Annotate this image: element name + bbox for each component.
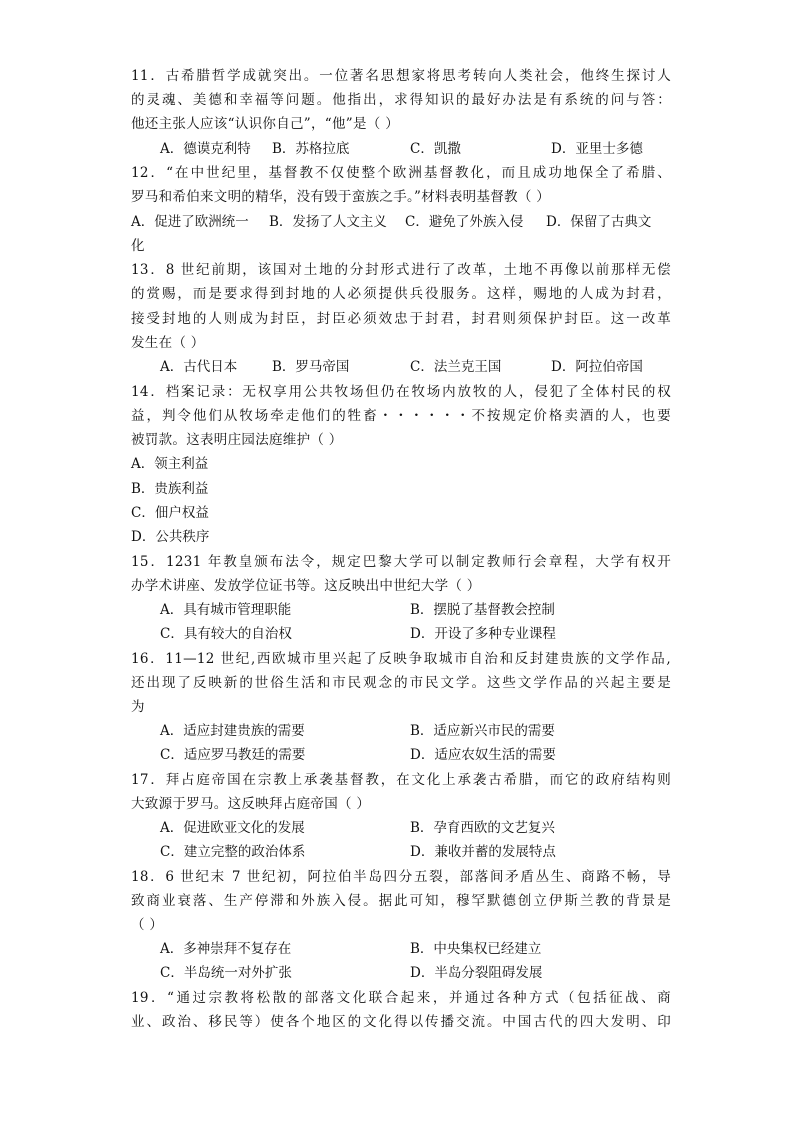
question-text-line: 发生在（ ） <box>131 335 205 351</box>
question-text-line: 大致源于罗马。这反映拜占庭帝国（ ） <box>131 796 371 812</box>
question-text-line: 18．6 世纪末 7 世纪初，阿拉伯半岛四分五裂，部落间矛盾丛生、商路不畅，导 <box>131 869 671 885</box>
option-b: B．发扬了人文主义 <box>269 214 387 230</box>
option-a: A．适应封建贵族的需要 <box>160 723 305 739</box>
option-d: D．公共秩序 <box>131 529 210 545</box>
option-d: D．保留了古典文 <box>546 214 652 230</box>
question-text-line: 17．拜占庭帝国在宗教上承袭基督教，在文化上承袭古希腊，而它的政府结构则 <box>131 772 671 788</box>
question-text-line: 被罚款。这表明庄园法庭维护（ ） <box>131 432 343 448</box>
question-text-line: 16．11—12 世纪,西欧城市里兴起了反映争取城市自治和反封建贵族的文学作品, <box>131 651 671 667</box>
option-c: C．建立完整的政治体系 <box>160 844 306 860</box>
option-c: C．具有较大的自治权 <box>160 626 292 642</box>
option-a: A．促进了欧洲统一 <box>131 214 249 230</box>
question-text-line: 罗马和希伯来文明的精华，没有毁于蛮族之手。”材料表明基督教（ ） <box>131 189 551 205</box>
option-a: A．具有城市管理职能 <box>160 602 292 618</box>
option-a: A．古代日本 <box>160 359 238 375</box>
option-d: D．兼收并蓄的发展特点 <box>410 844 556 860</box>
question-text-line: 12．“在中世纪里，基督教不仅使整个欧洲基督教化，而且成功地保全了希腊、 <box>131 165 671 181</box>
question-text-line: （ ） <box>131 917 164 933</box>
option-c: C．法兰克王国 <box>410 359 502 375</box>
option-c: C．佃户权益 <box>131 505 209 521</box>
option-c: C．半岛统一对外扩张 <box>160 965 292 981</box>
option-b: B．罗马帝国 <box>272 359 350 375</box>
option-d-continuation: 化 <box>131 238 145 254</box>
question-text-line: 接受封地的人则成为封臣，封臣必须效忠于封君，封君则须保护封臣。这一改革 <box>131 311 671 327</box>
question-text-line: 11．古希腊哲学成就突出。一位著名思想家将思考转向人类社会，他终生探讨人 <box>131 68 671 84</box>
question-text-line: 还出现了反映新的世俗生活和市民观念的市民文学。这些文学作品的兴起主要是 <box>131 675 671 691</box>
question-text-line: 益，判令他们从牧场牵走他们的牲畜・・・・・・不按规定价格卖酒的人，也要 <box>131 408 671 424</box>
question-text-line: 办学术讲座、发放学位证书等。这反映出中世纪大学（ ） <box>131 578 481 594</box>
option-b: B．摆脱了基督教会控制 <box>410 602 555 618</box>
question-text-line: 的灵魂、美德和幸福等问题。他指出，求得知识的最好办法是有系统的问与答： <box>131 92 671 108</box>
option-d: D．半岛分裂阻碍发展 <box>410 965 543 981</box>
option-b: B．孕育西欧的文艺复兴 <box>410 820 555 836</box>
option-a: A．促进欧亚文化的发展 <box>160 820 305 836</box>
option-c: C．适应罗马教廷的需要 <box>160 747 306 763</box>
question-text-line: 14．档案记录：无权享用公共牧场但仍在牧场内放牧的人，侵犯了全体村民的权 <box>131 384 671 400</box>
option-d: D．亚里士多德 <box>551 141 643 157</box>
question-text-line: 为 <box>131 699 145 715</box>
option-b: B．中央集权已经建立 <box>410 941 542 957</box>
option-c: C．避免了外族入侵 <box>405 214 524 230</box>
question-text-line: 19．“通过宗教将松散的部落文化联合起来，并通过各种方式（包括征战、商 <box>131 990 671 1006</box>
question-text-line: 15．1231 年教皇颁布法令，规定巴黎大学可以制定教师行会章程，大学有权开 <box>131 554 671 570</box>
option-b: B．适应新兴市民的需要 <box>410 723 555 739</box>
question-text-line: 他还主张人应该“认识你自己”，“他”是（ ） <box>131 116 399 132</box>
option-b: B．苏格拉底 <box>272 141 350 157</box>
option-d: D．阿拉伯帝国 <box>551 359 643 375</box>
option-d: D．适应农奴生活的需要 <box>410 747 556 763</box>
question-text-line: 的赏赐，而是要求得到封地的人必须提供兵役服务。这样，赐地的人成为封君， <box>131 286 671 302</box>
option-a: A．德谟克利特 <box>160 141 251 157</box>
question-text-line: 致商业衰落、生产停滞和外族入侵。据此可知，穆罕默德创立伊斯兰教的背景是 <box>131 893 671 909</box>
option-c: C．凯撒 <box>410 141 461 157</box>
option-d: D．开设了多种专业课程 <box>410 626 556 642</box>
question-text-line: 业、政治、移民等）使各个地区的文化得以传播交流。中国古代的四大发明、印 <box>131 1014 671 1030</box>
option-b: B．贵族利益 <box>131 481 209 497</box>
option-a: A．多神崇拜不复存在 <box>160 941 292 957</box>
option-a: A．领主利益 <box>131 456 209 472</box>
question-text-line: 13．8 世纪前期，该国对土地的分封形式进行了改革，土地不再像以前那样无偿 <box>131 262 671 278</box>
